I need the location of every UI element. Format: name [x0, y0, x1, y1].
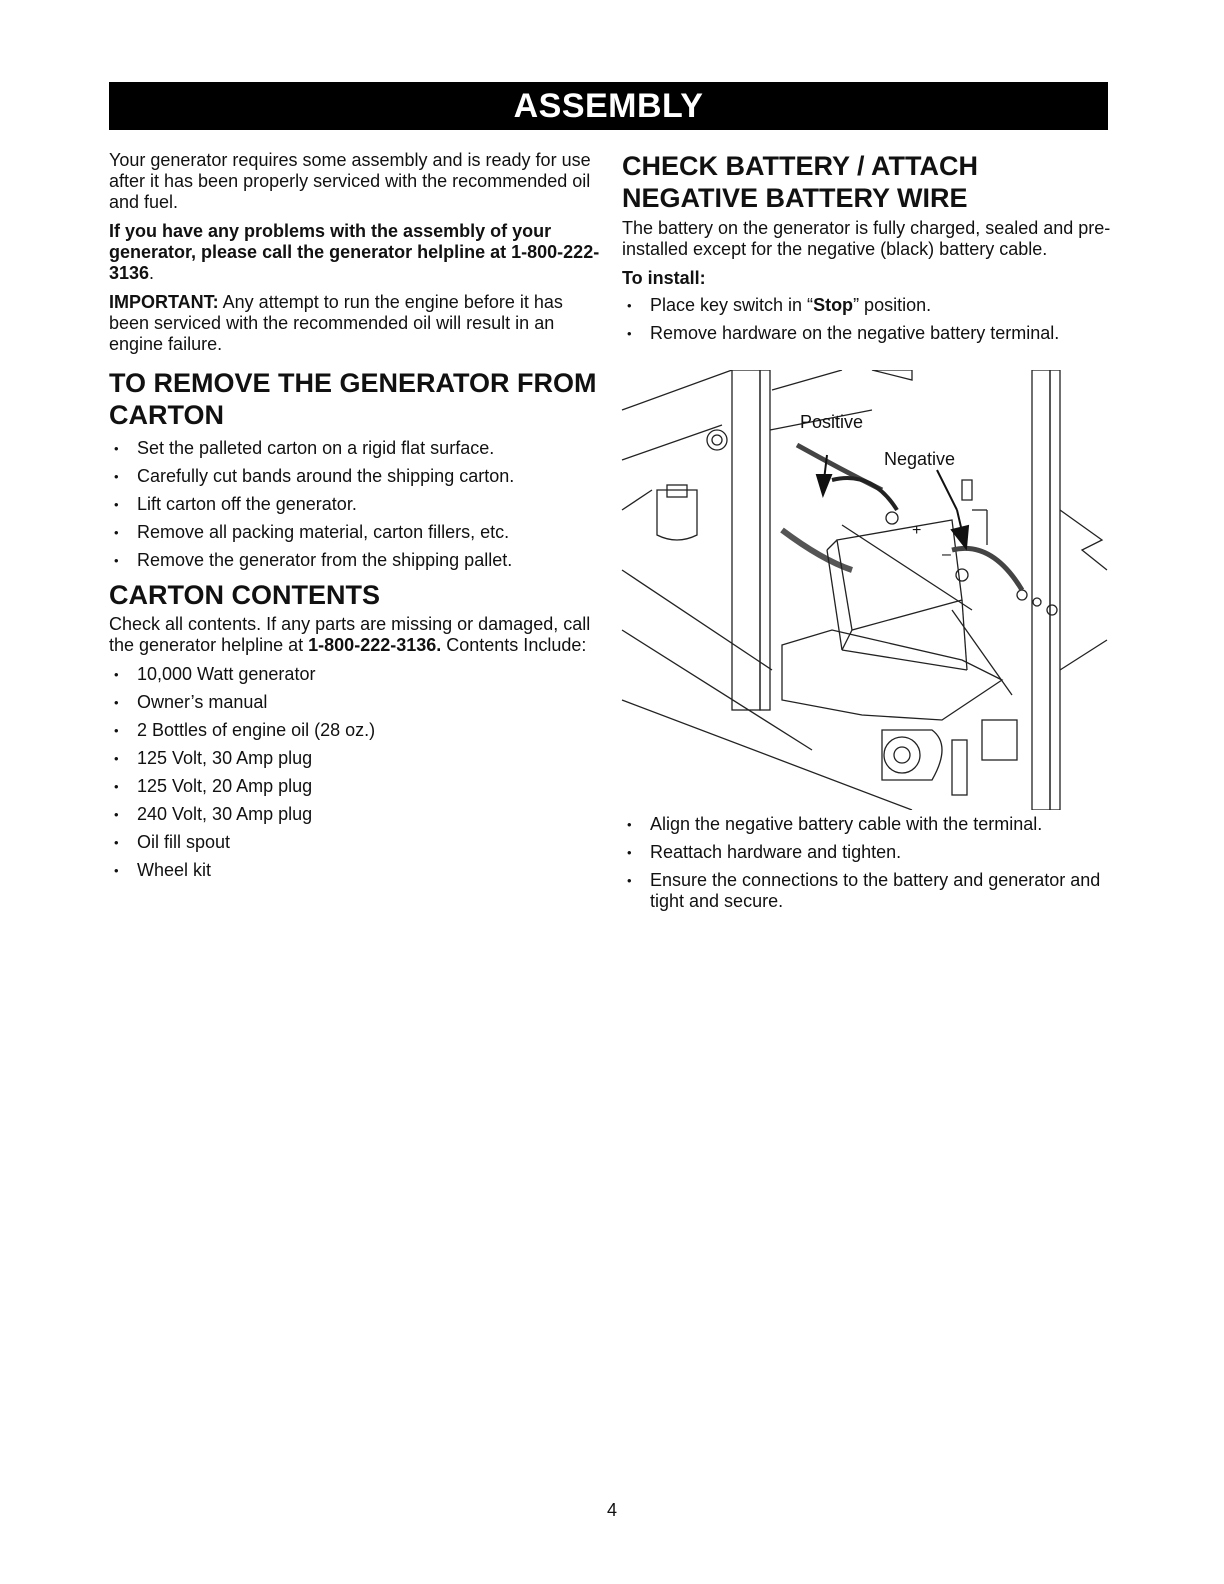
contents-phone: 1-800-222-3136. [308, 635, 442, 655]
contents-intro [109, 614, 601, 656]
negative-label: Negative [884, 449, 956, 469]
list-item: • Set the palleted carton on a rigid flat surface. [109, 438, 601, 459]
list-item: • 125 Volt, 30 Amp plug [109, 748, 601, 769]
important-label: IMPORTANT: [109, 292, 219, 312]
list-item: • Remove hardware on the negative battery terminal. [622, 323, 1112, 344]
battery-diagram [612, 370, 1112, 810]
step1-pre: Place key switch in “ [650, 295, 814, 315]
install-steps-after-list [622, 814, 1112, 912]
helpline-period: . [149, 263, 155, 283]
list-item: • Remove all packing material, carton fillers, etc. [109, 522, 601, 543]
important-note [109, 292, 601, 355]
list-item: • Remove the generator from the shipping pallet. [109, 550, 601, 571]
contents-intro-text: Check all contents. If any parts are missing or damaged, call the generator helpline at [109, 614, 591, 655]
remove-steps-list [109, 438, 601, 571]
step1-bold: Stop [813, 295, 854, 315]
helpline-bold: If you have any problems with the assembly of your generator, please call the generator helpline at 1-800-222-3136 [109, 221, 600, 283]
list-item: • Wheel kit [109, 860, 601, 881]
list-item: • 10,000 Watt generator [109, 664, 601, 685]
list-item: • 240 Volt, 30 Amp plug [109, 804, 601, 825]
right-column [622, 150, 1112, 351]
plus-sign: + [912, 522, 922, 539]
list-item: • Lift carton off the generator. [109, 494, 601, 515]
page-title: ASSEMBLY [109, 82, 1108, 130]
list-item: • Oil fill spout [109, 832, 601, 853]
battery-illustration [612, 370, 1112, 810]
install-label: To install: [622, 268, 706, 288]
minus-sign: – [942, 546, 951, 563]
list-item: • Ensure the connections to the battery and generator and tight and secure. [622, 870, 1112, 912]
list-item: • Align the negative battery cable with the terminal. [622, 814, 1112, 835]
left-column [109, 150, 601, 888]
list-item: • Reattach hardware and tighten. [622, 842, 1112, 863]
positive-label: Positive [800, 412, 864, 432]
list-item: • Owner’s manual [109, 692, 601, 713]
helpline-note [109, 221, 601, 284]
after-steps [622, 814, 1112, 919]
list-item: • 125 Volt, 20 Amp plug [109, 776, 601, 797]
contents-tail: Contents Include: [441, 635, 587, 655]
contents-heading: CARTON CONTENTS [109, 580, 381, 610]
important-text: Any attempt to run the engine before it has been serviced with the recommended oil will result in an engine failure. [109, 292, 563, 354]
install-steps-list [622, 295, 1112, 344]
battery-heading: CHECK BATTERY / ATTACH NEGATIVE BATTERY WIRE [622, 151, 978, 213]
intro-paragraph: Your generator requires some assembly and is ready for use after it has been properly serviced with the recommended oil and fuel. [109, 150, 591, 212]
page-number: 4 [606, 1500, 617, 1520]
list-item: • 2 Bottles of engine oil (28 oz.) [109, 720, 601, 741]
contents-list [109, 664, 601, 881]
list-item [622, 295, 1112, 316]
remove-heading: TO REMOVE THE GENERATOR FROM CARTON [109, 368, 597, 430]
list-item: • Carefully cut bands around the shipping carton. [109, 466, 601, 487]
battery-intro: The battery on the generator is fully charged, sealed and pre-installed except for the negative (black) battery cable. [622, 218, 1111, 259]
step1-post: ” position. [853, 295, 932, 315]
